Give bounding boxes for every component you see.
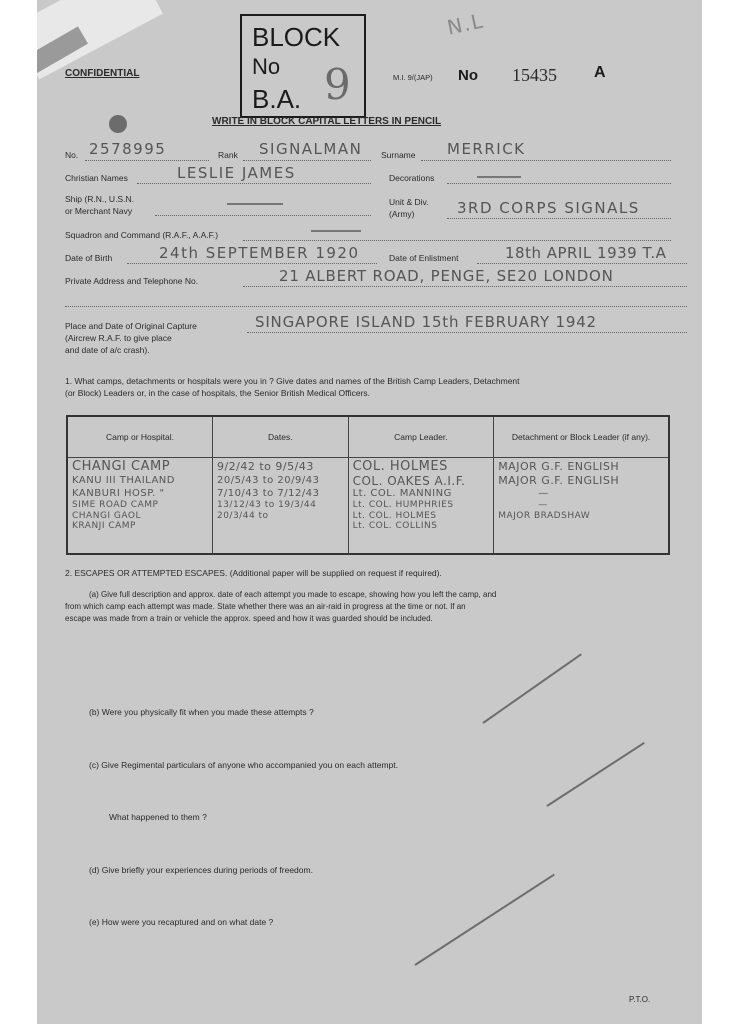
capture-line	[247, 332, 687, 333]
q1-text-1: 1. What camps, detachments or hospitals were you in ? Give dates and names of the British Camp Leaders, Detachment	[65, 376, 520, 386]
dates-value: 9/2/42 to 9/5/43	[216, 460, 314, 473]
christian-value: LESLIE JAMES	[177, 164, 296, 182]
dob-line	[127, 263, 377, 264]
q1-text-2: (or Block) Leaders or, in the case of hospitals, the Senior British Medical Officers.	[65, 388, 371, 398]
camp-cell	[67, 458, 212, 555]
surname-value: MERRICK	[447, 140, 526, 158]
capture-label-2: (Aircrew R.A.F. to give place	[65, 333, 172, 343]
header-detachment-leader: Detachment or Block Leader (if any).	[494, 416, 669, 458]
leader-value: Lt. COL. MANNING	[352, 488, 452, 499]
detachment-value: MAJOR G.F. ENGLISH	[498, 460, 620, 473]
strike-d	[414, 874, 554, 966]
dates-cell	[212, 458, 348, 555]
decorations-line	[447, 183, 671, 184]
leader-value: Lt. COL. COLLINS	[352, 521, 438, 531]
dates-value: 20/5/43 to 20/9/43	[216, 475, 320, 486]
form-ref: M.I. 9/(JAP)	[393, 73, 433, 82]
pto-label: P.T.O.	[629, 995, 651, 1004]
enlist-label: Date of Enlistment	[389, 253, 459, 263]
unit-line	[447, 218, 671, 219]
rank-line	[243, 160, 371, 161]
block-handwritten: 9	[324, 60, 351, 109]
surname-line	[421, 160, 671, 161]
camp-value: KANU III THAILAND	[72, 475, 175, 486]
strike-b	[546, 742, 644, 807]
unit-label-1: Unit & Div.	[389, 197, 429, 207]
leader-value: Lt. COL. HOLMES	[352, 511, 437, 521]
leader-value: COL. HOLMES	[352, 460, 448, 474]
capture-label-3: and date of a/c crash).	[65, 345, 150, 355]
camp-value: SIME ROAD CAMP	[72, 500, 159, 510]
q2-b: (b) Were you physically fit when you made these attempts ?	[89, 707, 314, 717]
q2-a-1: (a) Give full description and approx. date of each attempt you made to escape, showing how you left the camp, and	[89, 590, 497, 599]
christian-label: Christian Names	[65, 173, 128, 183]
dates-value: 13/12/43 to 19/3/44	[216, 500, 317, 510]
address-line	[243, 286, 687, 287]
unit-value: 3RD CORPS SIGNALS	[457, 199, 640, 217]
camp-value: KRANJI CAMP	[72, 521, 136, 531]
q2-e: (e) How were you recaptured and on what date ?	[89, 917, 274, 927]
ship-dash	[227, 203, 283, 205]
q2-c-sub: What happened to them ?	[109, 812, 207, 822]
q2-d: (d) Give briefly your experiences during periods of freedom.	[89, 865, 313, 875]
capture-value: SINGAPORE ISLAND 15th FEBRUARY 1942	[255, 313, 597, 331]
header-camp: Camp or Hospital.	[67, 416, 212, 458]
dob-value: 24th SEPTEMBER 1920	[159, 244, 360, 262]
form-page	[37, 0, 702, 1024]
squadron-line	[243, 240, 671, 241]
leader-value: COL. OAKES A.I.F.	[352, 474, 466, 488]
enlist-value: 18th APRIL 1939 T.A	[505, 244, 667, 262]
form-letter: A	[594, 64, 606, 81]
detachment-value: MAJOR BRADSHAW	[498, 511, 591, 521]
decorations-dash	[477, 176, 521, 178]
header-camp-leader: Camp Leader.	[348, 416, 494, 458]
squadron-dash	[311, 230, 361, 232]
camps-table	[66, 415, 670, 555]
punch-hole	[109, 115, 127, 133]
block-box	[240, 14, 366, 118]
camps-table-header	[67, 416, 669, 458]
address-label: Private Address and Telephone No.	[65, 276, 199, 286]
unit-label-2: (Army)	[389, 209, 415, 219]
camp-value: KANBURI HOSP. "	[72, 488, 165, 499]
q2-title: 2. ESCAPES OR ATTEMPTED ESCAPES. (Additional paper will be supplied on request if required).	[65, 568, 442, 578]
confidential-label: CONFIDENTIAL	[65, 68, 140, 79]
address-line-2	[65, 306, 687, 307]
ship-line	[155, 215, 371, 216]
block-line-3: B.A.	[252, 84, 302, 114]
dates-value: 20/3/44 to	[216, 511, 269, 521]
detachment-value: —	[538, 488, 549, 499]
enlist-line	[477, 263, 687, 264]
squadron-label: Squadron and Command (R.A.F., A.A.F.)	[65, 230, 219, 240]
dates-value: 7/10/43 to 7/12/43	[216, 488, 320, 499]
camp-value: CHANGI CAMP	[72, 460, 171, 474]
detachment-value: —	[538, 500, 548, 510]
rank-label: Rank	[218, 150, 238, 160]
no-line	[85, 160, 209, 161]
pencil-instruction: WRITE IN BLOCK CAPITAL LETTERS IN PENCIL	[212, 116, 442, 127]
christian-line	[137, 183, 371, 184]
header-dates: Dates.	[212, 416, 348, 458]
q2-c: (c) Give Regimental particulars of anyone who accompanied you on each attempt.	[89, 760, 398, 770]
table-row	[67, 458, 669, 555]
camp-value: CHANGI GAOL	[72, 511, 142, 521]
address-value: 21 ALBERT ROAD, PENGE, SE20 LONDON	[279, 267, 614, 285]
decorations-label: Decorations	[389, 173, 435, 183]
leader-cell	[348, 458, 494, 555]
no-label: No.	[65, 150, 79, 160]
no-value: 2578995	[89, 140, 167, 158]
leader-value: Lt. COL. HUMPHRIES	[352, 500, 454, 510]
q2-a-3: escape was made from a train or vehicle the approx. speed and how it was guarded should be included.	[65, 614, 433, 623]
surname-label: Surname	[381, 150, 416, 160]
strike-a	[482, 653, 581, 723]
form-number: 15435	[512, 65, 557, 85]
detachment-cell	[494, 458, 669, 555]
block-line-2: No	[252, 54, 281, 79]
block-line-1: BLOCK	[252, 22, 341, 52]
ship-label-1: Ship (R.N., U.S.N.	[65, 194, 134, 204]
ship-label-2: or Merchant Navy	[65, 206, 133, 216]
rank-value: SIGNALMAN	[259, 140, 363, 158]
dob-label: Date of Birth	[65, 253, 113, 263]
q2-a-2: from which camp each attempt was made. State whether there was an air-raid in progress at the time or not. If an	[65, 602, 466, 611]
top-handwritten: N.L	[444, 8, 487, 40]
capture-label-1: Place and Date of Original Capture	[65, 321, 197, 331]
detachment-value: MAJOR G.F. ENGLISH	[498, 474, 620, 487]
number-label: No	[458, 67, 478, 84]
